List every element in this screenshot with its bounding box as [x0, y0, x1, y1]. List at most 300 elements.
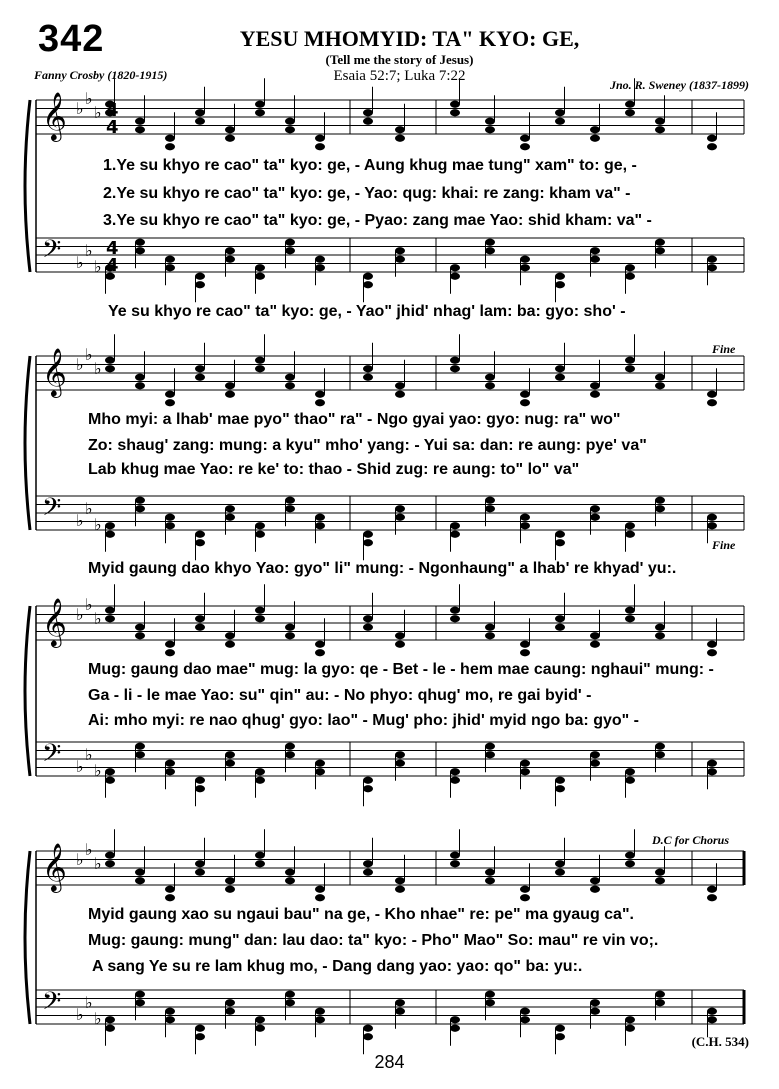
flat-icon: ♭ — [76, 253, 84, 272]
note-head — [195, 869, 205, 876]
note-head — [285, 239, 295, 246]
note-head — [285, 118, 295, 125]
note-head — [195, 281, 205, 288]
note-head — [450, 1016, 460, 1023]
note-head — [225, 1008, 235, 1015]
note-head — [195, 531, 205, 538]
flat-icon: ♭ — [76, 99, 84, 118]
note-head — [225, 391, 235, 398]
note-head — [520, 399, 530, 406]
note-head — [225, 514, 235, 521]
flat-icon: ♭ — [76, 850, 84, 869]
note-head — [315, 894, 325, 901]
note-head — [625, 531, 635, 538]
verse-1-line-1: 1.Ye su khyo re cao" ta" kyo: ge, - Aung khug mae tung" xam" to: ge, - — [103, 157, 637, 174]
note-head — [135, 497, 145, 504]
note-head — [285, 999, 295, 1006]
verse-1-line-3: Mug: gaung dao mae" mug: la gyo: qe - Bet - le - hem mae caung: nghaui" mung: - — [88, 661, 714, 678]
note-head — [315, 256, 325, 263]
note-head — [195, 1033, 205, 1040]
note-head — [625, 357, 635, 364]
note-head — [655, 497, 665, 504]
note-head — [590, 886, 600, 893]
note-head — [225, 382, 235, 389]
note-head — [363, 365, 373, 372]
treble-clef-icon: 𝄞 — [42, 597, 67, 646]
flat-icon: ♭ — [85, 993, 93, 1012]
flat-icon: ♭ — [76, 757, 84, 776]
note-head — [255, 522, 265, 529]
note-head — [315, 522, 325, 529]
note-head — [255, 1025, 265, 1032]
note-head — [450, 777, 460, 784]
bass-clef-icon: 𝄢 — [42, 739, 62, 774]
note-head — [450, 1025, 460, 1032]
note-head — [625, 1016, 635, 1023]
note-head — [255, 860, 265, 867]
note-head — [555, 539, 565, 546]
note-head — [485, 118, 495, 125]
note-head — [520, 1016, 530, 1023]
note-head — [395, 126, 405, 133]
note-head — [520, 256, 530, 263]
note-head — [165, 135, 175, 142]
note-head — [315, 1008, 325, 1015]
note-head — [195, 624, 205, 631]
note-head — [135, 374, 145, 381]
note-head — [655, 239, 665, 246]
note-head — [165, 641, 175, 648]
note-head — [450, 607, 460, 614]
note-head — [655, 382, 665, 389]
note-head — [135, 743, 145, 750]
note-head — [590, 641, 600, 648]
note-head — [105, 768, 115, 775]
note-head — [707, 399, 717, 406]
verse-1-line-4: Myid gaung xao su ngaui bau" na ge, - Kho nhae" re: pe" ma gyaug ca". — [88, 906, 634, 923]
note-head — [655, 118, 665, 125]
note-head — [590, 126, 600, 133]
note-head — [255, 852, 265, 859]
note-head — [655, 877, 665, 884]
note-head — [395, 382, 405, 389]
note-head — [625, 852, 635, 859]
note-head — [225, 751, 235, 758]
note-head — [165, 760, 175, 767]
note-head — [450, 101, 460, 108]
hymn-number: 342 — [38, 18, 105, 60]
note-head — [520, 768, 530, 775]
verse-3-line-1: 3.Ye su khyo re cao" ta" kyo: ge, - Pyao: zang mae Yao: shid kham: va" - — [103, 212, 652, 229]
scripture-reference: Esaia 52:7; Luka 7:22 — [333, 68, 466, 84]
note-head — [520, 649, 530, 656]
note-head — [485, 624, 495, 631]
note-head — [395, 751, 405, 758]
note-head — [395, 514, 405, 521]
note-head — [135, 991, 145, 998]
note-head — [520, 1008, 530, 1015]
flat-icon: ♭ — [85, 345, 93, 364]
note-head — [707, 391, 717, 398]
note-head — [285, 991, 295, 998]
note-head — [255, 357, 265, 364]
hymn-subtitle: (Tell me the story of Jesus) — [325, 52, 474, 67]
note-head — [135, 869, 145, 876]
note-head — [395, 247, 405, 254]
bass-clef-icon: 𝄢 — [42, 493, 62, 528]
note-head — [450, 365, 460, 372]
flat-icon: ♭ — [85, 241, 93, 260]
dc-marker: D.C for Chorus — [652, 833, 730, 847]
flat-icon: ♭ — [76, 355, 84, 374]
note-head — [590, 256, 600, 263]
note-head — [590, 514, 600, 521]
note-head — [135, 126, 145, 133]
note-head — [105, 522, 115, 529]
note-head — [555, 777, 565, 784]
note-head — [165, 143, 175, 150]
flat-icon: ♭ — [85, 89, 93, 108]
note-head — [485, 126, 495, 133]
note-head — [285, 505, 295, 512]
note-head — [255, 768, 265, 775]
note-head — [165, 894, 175, 901]
flat-icon: ♭ — [85, 745, 93, 764]
note-head — [285, 877, 295, 884]
note-head — [625, 264, 635, 271]
note-head — [655, 869, 665, 876]
note-head — [655, 991, 665, 998]
note-head — [255, 615, 265, 622]
note-head — [450, 273, 460, 280]
note-head — [395, 632, 405, 639]
note-head — [485, 632, 495, 639]
note-head — [195, 615, 205, 622]
note-head — [363, 109, 373, 116]
note-head — [165, 1016, 175, 1023]
note-head — [255, 365, 265, 372]
note-head — [165, 399, 175, 406]
note-head — [195, 118, 205, 125]
note-head — [625, 101, 635, 108]
note-head — [625, 109, 635, 116]
flat-icon: ♭ — [94, 103, 102, 122]
flat-icon: ♭ — [76, 1005, 84, 1024]
note-head — [450, 357, 460, 364]
note-head — [285, 247, 295, 254]
verse-2-line-2: Zo: shaug' zang: mung: a kyu" mho' yang: - Yui sa: dan: re aung: pye' va" — [88, 437, 647, 454]
verse-1-line-2: Mho myi: a lhab' mae pyo" thao" ra" - Ngo gyai yao: gyo: nug: ra" wo" — [88, 411, 621, 428]
note-head — [555, 624, 565, 631]
note-head — [707, 143, 717, 150]
note-head — [285, 624, 295, 631]
verse-3-line-3: Ai: mho myi: re nao qhug' gyo: lao" - Mug' pho: jhid' myid ngo ba: gyo" - — [88, 712, 639, 729]
note-head — [285, 126, 295, 133]
note-head — [520, 143, 530, 150]
note-head — [655, 374, 665, 381]
treble-clef-icon: 𝄞 — [42, 91, 67, 140]
note-head — [315, 760, 325, 767]
note-head — [255, 101, 265, 108]
time-signature-bottom: 4 — [106, 255, 119, 276]
note-head — [165, 886, 175, 893]
note-head — [625, 273, 635, 280]
note-head — [485, 247, 495, 254]
note-head — [363, 624, 373, 631]
note-head — [225, 760, 235, 767]
note-head — [707, 649, 717, 656]
page-number: 284 — [374, 1052, 405, 1072]
note-head — [395, 391, 405, 398]
verse-3-line-4: A sang Ye su re lam khug mo, - Dang dang yao: yao: qo" ba: yu:. — [92, 958, 583, 975]
note-head — [195, 539, 205, 546]
note-head — [655, 743, 665, 750]
note-head — [105, 607, 115, 614]
note-head — [225, 999, 235, 1006]
bass-clef-icon: 𝄢 — [42, 987, 62, 1022]
note-head — [555, 281, 565, 288]
note-head — [363, 785, 373, 792]
verse-2-line-4: Mug: gaung: mung" dan: lau dao: ta" kyo: - Pho" Mao" So: mau" re vin vo;. — [88, 932, 659, 949]
verse-2-line-1: 2.Ye su khyo re cao" ta" kyo: ge, - Yao: qug: khai: re zang: kham va" - — [103, 185, 631, 202]
flat-icon: ♭ — [85, 499, 93, 518]
note-head — [450, 860, 460, 867]
note-head — [395, 999, 405, 1006]
note-head — [707, 522, 717, 529]
note-head — [625, 365, 635, 372]
note-head — [590, 391, 600, 398]
flat-icon: ♭ — [94, 1009, 102, 1028]
note-head — [315, 391, 325, 398]
note-head — [520, 522, 530, 529]
note-head — [395, 760, 405, 767]
note-head — [363, 118, 373, 125]
note-head — [255, 273, 265, 280]
note-head — [165, 391, 175, 398]
note-head — [707, 760, 717, 767]
note-head — [625, 860, 635, 867]
note-head — [165, 514, 175, 521]
note-head — [590, 247, 600, 254]
note-head — [485, 497, 495, 504]
brace — [25, 851, 30, 1024]
note-head — [165, 522, 175, 529]
note-head — [590, 760, 600, 767]
note-head — [225, 505, 235, 512]
note-head — [363, 531, 373, 538]
note-head — [363, 1025, 373, 1032]
note-head — [555, 118, 565, 125]
note-head — [555, 869, 565, 876]
note-head — [165, 264, 175, 271]
note-head — [285, 382, 295, 389]
note-head — [555, 860, 565, 867]
note-head — [255, 607, 265, 614]
note-head — [395, 1008, 405, 1015]
note-head — [655, 505, 665, 512]
note-head — [707, 894, 717, 901]
note-head — [135, 999, 145, 1006]
note-head — [485, 505, 495, 512]
note-head — [625, 768, 635, 775]
note-head — [165, 1008, 175, 1015]
note-head — [225, 641, 235, 648]
note-head — [555, 365, 565, 372]
note-head — [590, 751, 600, 758]
note-head — [485, 382, 495, 389]
note-head — [285, 497, 295, 504]
fine-marker-treble: Fine — [712, 342, 736, 356]
note-head — [655, 751, 665, 758]
note-head — [395, 505, 405, 512]
note-head — [363, 281, 373, 288]
note-head — [363, 1033, 373, 1040]
note-head — [590, 135, 600, 142]
note-head — [707, 886, 717, 893]
note-head — [485, 991, 495, 998]
note-head — [590, 505, 600, 512]
flat-icon: ♭ — [94, 515, 102, 534]
note-head — [255, 531, 265, 538]
note-head — [255, 1016, 265, 1023]
note-head — [707, 1016, 717, 1023]
note-head — [485, 743, 495, 750]
note-head — [195, 1025, 205, 1032]
note-head — [285, 632, 295, 639]
note-head — [255, 777, 265, 784]
note-head — [255, 109, 265, 116]
note-head — [625, 522, 635, 529]
note-head — [450, 531, 460, 538]
verse-3-line-2: Lab khug mae Yao: re ke' to: thao - Shid zug: re aung: to" lo" va" — [88, 461, 580, 478]
note-head — [315, 886, 325, 893]
note-head — [105, 1016, 115, 1023]
note-head — [555, 615, 565, 622]
note-head — [105, 777, 115, 784]
note-head — [590, 1008, 600, 1015]
note-head — [363, 777, 373, 784]
note-head — [135, 118, 145, 125]
note-head — [555, 374, 565, 381]
note-head — [555, 1033, 565, 1040]
note-head — [590, 877, 600, 884]
bass-line-1: Ye su khyo re cao" ta" kyo: ge, - Yao" jhid' nhag' lam: ba: gyo: sho' - — [108, 303, 626, 320]
bass-clef-icon: 𝄢 — [42, 235, 62, 270]
note-head — [135, 632, 145, 639]
note-head — [135, 624, 145, 631]
note-head — [135, 877, 145, 884]
note-head — [707, 641, 717, 648]
note-head — [255, 264, 265, 271]
note-head — [165, 649, 175, 656]
note-head — [655, 624, 665, 631]
note-head — [225, 877, 235, 884]
note-head — [195, 365, 205, 372]
note-head — [285, 374, 295, 381]
treble-clef-icon: 𝄞 — [42, 842, 67, 891]
note-head — [105, 365, 115, 372]
note-head — [707, 264, 717, 271]
note-head — [485, 751, 495, 758]
note-head — [590, 382, 600, 389]
note-head — [485, 869, 495, 876]
note-head — [450, 768, 460, 775]
note-head — [590, 632, 600, 639]
note-head — [225, 632, 235, 639]
note-head — [395, 135, 405, 142]
note-head — [520, 641, 530, 648]
note-head — [707, 514, 717, 521]
note-head — [450, 109, 460, 116]
note-head — [625, 1025, 635, 1032]
fine-marker-bass: Fine — [712, 538, 736, 552]
note-head — [520, 264, 530, 271]
note-head — [195, 777, 205, 784]
hymn-title: YESU MHOMYID: TA" KYO: GE, — [239, 26, 580, 51]
note-head — [195, 785, 205, 792]
note-head — [395, 641, 405, 648]
note-head — [520, 514, 530, 521]
note-head — [655, 247, 665, 254]
note-head — [655, 632, 665, 639]
note-head — [555, 1025, 565, 1032]
verse-2-line-3: Ga - li - le mae Yao: su" qin" au: - No phyo: qhug' mo, re gai byid' - — [88, 687, 592, 704]
note-head — [625, 615, 635, 622]
note-head — [195, 273, 205, 280]
note-head — [225, 247, 235, 254]
treble-clef-icon: 𝄞 — [42, 347, 67, 396]
note-head — [225, 135, 235, 142]
note-head — [520, 391, 530, 398]
note-head — [315, 641, 325, 648]
flat-icon: ♭ — [85, 595, 93, 614]
note-head — [625, 777, 635, 784]
flat-icon: ♭ — [76, 511, 84, 530]
note-head — [555, 785, 565, 792]
note-head — [450, 522, 460, 529]
note-head — [485, 374, 495, 381]
flat-icon: ♭ — [94, 854, 102, 873]
note-head — [520, 760, 530, 767]
note-head — [315, 143, 325, 150]
note-head — [485, 999, 495, 1006]
note-head — [315, 1016, 325, 1023]
note-head — [315, 649, 325, 656]
bass-line-2: Myid gaung dao khyo Yao: gyo" li" mung: - Ngonhaung" a lhab' re khyad' yu:. — [88, 560, 677, 577]
note-head — [485, 239, 495, 246]
brace — [25, 100, 30, 272]
note-head — [195, 860, 205, 867]
note-head — [105, 860, 115, 867]
note-head — [707, 135, 717, 142]
note-head — [315, 135, 325, 142]
note-head — [135, 382, 145, 389]
note-head — [135, 751, 145, 758]
note-head — [707, 768, 717, 775]
note-head — [363, 860, 373, 867]
flat-icon: ♭ — [94, 609, 102, 628]
flat-icon: ♭ — [94, 359, 102, 378]
note-head — [165, 768, 175, 775]
note-head — [195, 109, 205, 116]
note-head — [363, 615, 373, 622]
note-head — [363, 374, 373, 381]
note-head — [285, 869, 295, 876]
note-head — [285, 751, 295, 758]
note-head — [395, 886, 405, 893]
time-signature-bottom: 4 — [106, 117, 119, 138]
note-head — [135, 239, 145, 246]
